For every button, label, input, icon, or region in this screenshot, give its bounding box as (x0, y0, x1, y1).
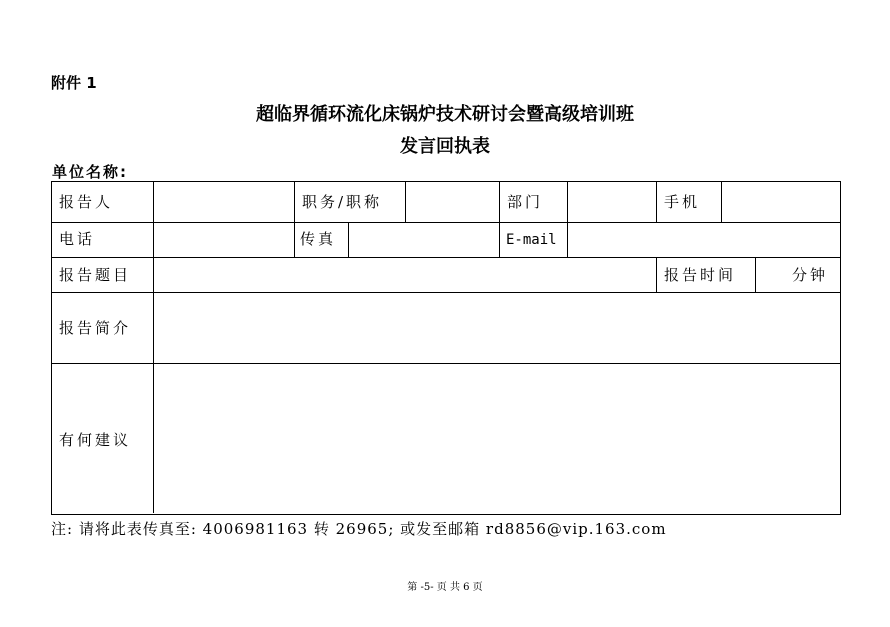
report-topic-field[interactable] (154, 258, 656, 292)
fax-label: 传真 (300, 230, 337, 248)
suggestions-field[interactable] (154, 364, 840, 513)
unit-name-label: 单位名称: (52, 163, 128, 181)
form-title: 发言回执表 (400, 136, 490, 157)
suggestions-label: 有何建议 (59, 431, 132, 449)
page-number: 第 -5- 页 共 6 页 (407, 582, 483, 593)
report-time-label: 报告时间 (664, 266, 737, 284)
position-title-field[interactable] (406, 182, 499, 222)
department-label: 部门 (507, 193, 544, 211)
column-divider (499, 182, 500, 257)
report-topic-label: 报告题目 (59, 266, 132, 284)
attachment-label: 附件 1 (51, 74, 97, 92)
report-summary-field[interactable] (154, 293, 840, 363)
phone-field[interactable] (154, 223, 294, 257)
column-divider (656, 257, 657, 292)
mobile-field[interactable] (722, 182, 840, 222)
reporter-label: 报告人 (59, 193, 114, 211)
column-divider (656, 182, 657, 222)
reporter-field[interactable] (154, 182, 294, 222)
column-divider (294, 182, 295, 257)
report-summary-label: 报告简介 (59, 319, 132, 337)
mobile-label: 手机 (664, 193, 701, 211)
report-time-field[interactable] (756, 258, 790, 292)
minutes-unit-label: 分钟 (792, 266, 829, 284)
department-field[interactable] (568, 182, 656, 222)
fax-field[interactable] (349, 223, 499, 257)
position-title-label: 职务/职称 (302, 193, 383, 211)
phone-label: 电话 (59, 230, 96, 248)
submission-note: 注: 请将此表传真至: 4006981163 转 26965; 或发至邮箱 rd8856@vip.163.com (51, 520, 667, 538)
reply-form-table (51, 181, 841, 515)
email-label: E-mail (506, 232, 557, 248)
email-field[interactable] (568, 223, 840, 257)
document-title: 超临界循环流化床锅炉技术研讨会暨高级培训班 (256, 104, 634, 125)
